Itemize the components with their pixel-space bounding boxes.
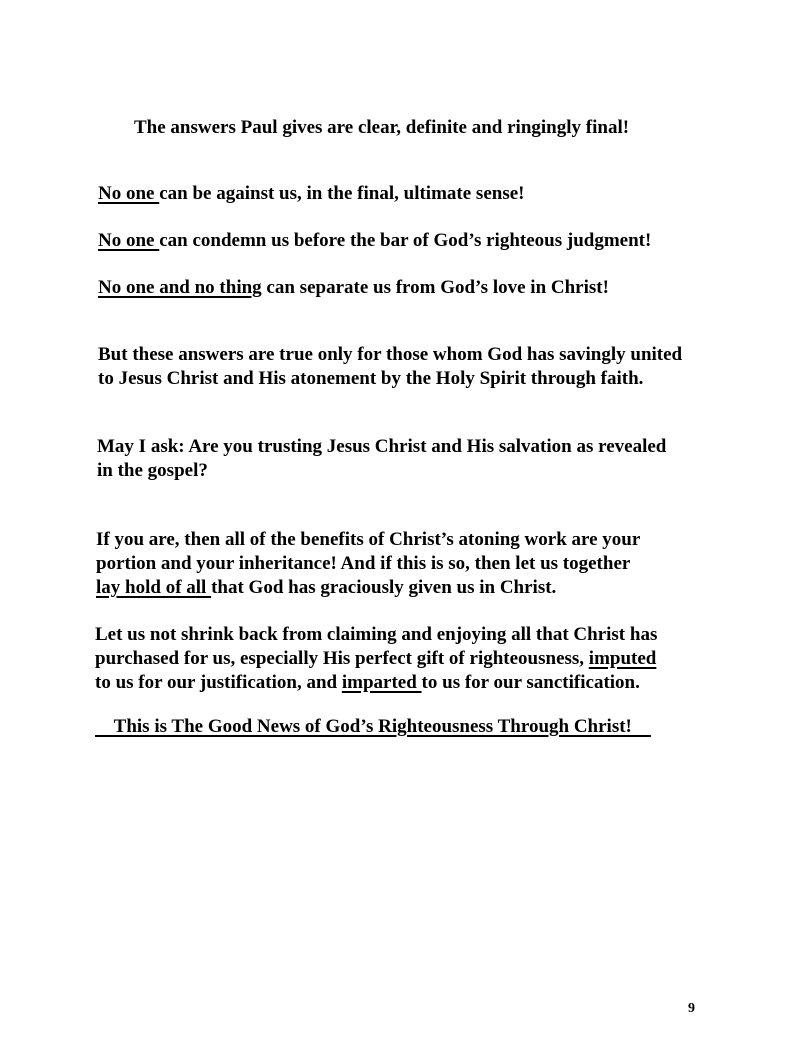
closing-statement: This is The Good News of God’s Righteousness Through Christ! [95, 716, 651, 737]
benefits-line-1: If you are, then all of the benefits of Christ’s atoning work are your [96, 529, 641, 550]
question-line-2: in the gospel? [97, 460, 208, 481]
exhortation-line-2-text: purchased for us, especially His perfect gift of righteousness, [95, 648, 589, 669]
imparted-emphasis: imparted [341, 672, 422, 693]
answer-1-text: can be against us, in the final, ultimate sense! [159, 183, 525, 204]
exhortation-line-2 [95, 648, 656, 670]
answer-3-emphasis: No one and no thing [98, 277, 262, 298]
answer-2-text: can condemn us before the bar of God’s righteous judgment! [159, 230, 652, 251]
imputed-emphasis: imputed [588, 648, 657, 669]
exhortation-line-3 [95, 672, 640, 694]
answer-line-3 [98, 277, 609, 299]
exhortation-line-3-end: to us for our sanctification. [421, 672, 640, 693]
exhortation-line-1: Let us not shrink back from claiming and enjoying all that Christ has [95, 624, 658, 645]
benefits-line-2: portion and your inheritance! And if this is so, then let us together [96, 553, 631, 574]
benefits-line-3-text: that God has graciously given us in Christ. [211, 577, 557, 598]
page-number: 9 [688, 1001, 695, 1016]
answer-line-2 [98, 230, 651, 252]
question-line-1: May I ask: Are you trusting Jesus Christ and His salvation as revealed [97, 436, 667, 457]
answer-2-emphasis: No one [98, 230, 160, 251]
answer-3-text: can separate us from God’s love in Christ! [261, 277, 609, 298]
exhortation-line-3-start: to us for our justification, and [95, 672, 342, 693]
intro-text: The answers Paul gives are clear, definite and ringingly final! [134, 117, 630, 138]
caveat-line-2: to Jesus Christ and His atonement by the Holy Spirit through faith. [98, 368, 644, 389]
benefits-line-3 [96, 577, 556, 599]
answer-line-1 [98, 183, 524, 205]
answer-1-emphasis: No one [98, 183, 160, 204]
caveat-line-1: But these answers are true only for those whom God has savingly united [98, 344, 683, 365]
lay-hold-emphasis: lay hold of all [96, 577, 212, 598]
